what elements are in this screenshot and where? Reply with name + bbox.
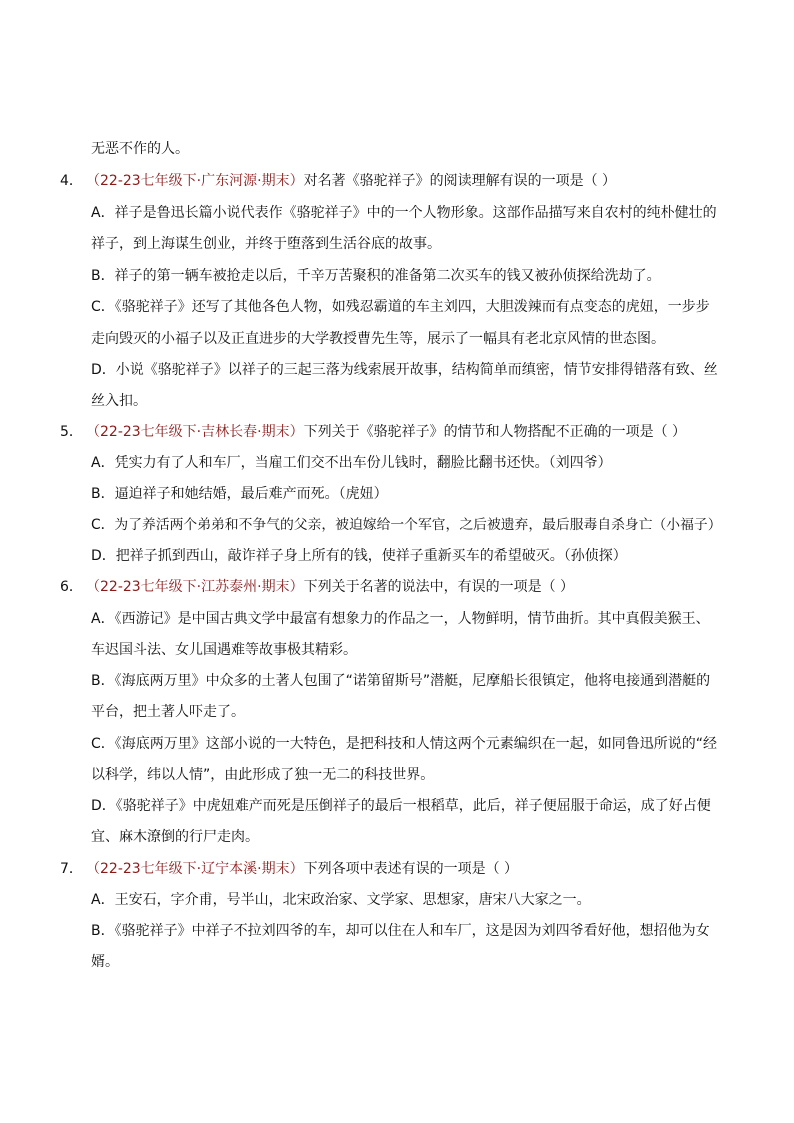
option-d-line-1: D．小说《骆驼祥子》以祥子的三起三落为线索展开故事，结构简单而缜密，情节安排得错落有致、丝	[91, 362, 718, 378]
option-b-line-1: B．逼迫祥子和她结婚，最后难产而死。（虎妞）	[91, 486, 388, 502]
option-c-line-2: 走向毁灭的小福子以及正直进步的大学教授曹先生等，展示了一幅具有老北京风情的世态图。	[91, 331, 665, 347]
option-d-line-2: 宜、麻木潦倒的行尸走肉。	[91, 829, 259, 845]
option-b-line-1: B．祥子的第一辆车被抢走以后，千辛万苦聚积的准备第二次买车的钱又被孙侦探给洗劫了。	[91, 268, 661, 284]
continuation-text: 无恶不作的人。	[91, 141, 189, 157]
question-header	[86, 859, 518, 879]
option-d-line-2: 丝入扣。	[91, 393, 147, 409]
question-source: （22-23七年级下·辽宁本溪·期末）	[86, 861, 304, 877]
option-a-line-1: A．祥子是鲁迅长篇小说代表作《骆驼祥子》中的一个人物形象。这部作品描写来自农村的纯朴健壮的	[91, 205, 717, 221]
question-number: 4．	[60, 173, 83, 189]
option-c-line-1: C．《海底两万里》这部小说的一大特色，是把科技和人情这两个元素编织在一起，如同鲁迅所说的“经	[91, 736, 718, 752]
question-stem: 下列关于《骆驼祥子》的情节和人物搭配不正确的一项是（ ）	[303, 424, 687, 440]
option-a-line-2: 祥子，到上海谋生创业，并终于堕落到生活谷底的故事。	[91, 236, 441, 252]
option-c-line-1: C．为了养活两个弟弟和不争气的父亲，被迫嫁给一个军官，之后被遗弃，最后服毒自杀身亡（小福子）	[91, 517, 722, 533]
option-a-line-2: 车迟国斗法、女儿国遇难等故事极其精彩。	[91, 642, 357, 658]
question-header	[86, 577, 574, 597]
question-number: 5．	[60, 424, 83, 440]
option-d-line-1: D．把祥子抓到西山，敲诈祥子身上所有的钱，使祥子重新买车的希望破灭。（孙侦探）	[91, 548, 627, 564]
option-a-line-1: A．《西游记》是中国古典文学中最富有想象力的作品之一，人物鲜明，情节曲折。其中真假美猴王、	[91, 611, 710, 627]
option-d-line-1: D．《骆驼祥子》中虎妞难产而死是压倒祥子的最后一根稻草，此后，祥子便屈服于命运，成了好占便	[91, 798, 711, 814]
question-source: （22-23七年级下·吉林长春·期末）	[86, 424, 304, 440]
question-source: （22-23七年级下·广东河源·期末）	[86, 173, 304, 189]
option-a-line-1: A．凭实力有了人和车厂，当雇工们交不出车份儿钱时，翻脸比翻书还快。（刘四爷）	[91, 455, 612, 471]
question-stem: 下列各项中表述有误的一项是（ ）	[303, 861, 519, 877]
question-source: （22-23七年级下·江苏泰州·期末）	[86, 579, 304, 595]
option-b-line-2: 婿。	[91, 954, 119, 970]
option-c-line-1: C．《骆驼祥子》还写了其他各色人物，如残忍霸道的车主刘四，大胆泼辣而有点变态的虎妞，一步步	[91, 299, 710, 315]
question-header	[86, 422, 686, 442]
question-number: 7．	[60, 861, 83, 877]
question-stem: 下列关于名著的说法中，有误的一项是（ ）	[303, 579, 575, 595]
option-b-line-1: B．《海底两万里》中众多的土著人包围了“诺第留斯号”潜艇，尼摩船长很镇定，他将电接通到潜艇的	[91, 673, 711, 689]
option-a-line-1: A．王安石，字介甫，号半山，北宋政治家、文学家、思想家，唐宋八大家之一。	[91, 892, 591, 908]
option-b-line-1: B．《骆驼祥子》中祥子不拉刘四爷的车，却可以住在人和车厂，这是因为刘四爷看好他，想招他为女	[91, 923, 710, 939]
question-stem: 对名著《骆驼祥子》的阅读理解有误的一项是（ ）	[303, 173, 617, 189]
question-header	[86, 171, 616, 191]
option-c-line-2: 以科学，纬以人情”，由此形成了独一无二的科技世界。	[91, 767, 435, 783]
question-number: 6．	[60, 579, 83, 595]
option-b-line-2: 平台，把土著人吓走了。	[91, 704, 245, 720]
